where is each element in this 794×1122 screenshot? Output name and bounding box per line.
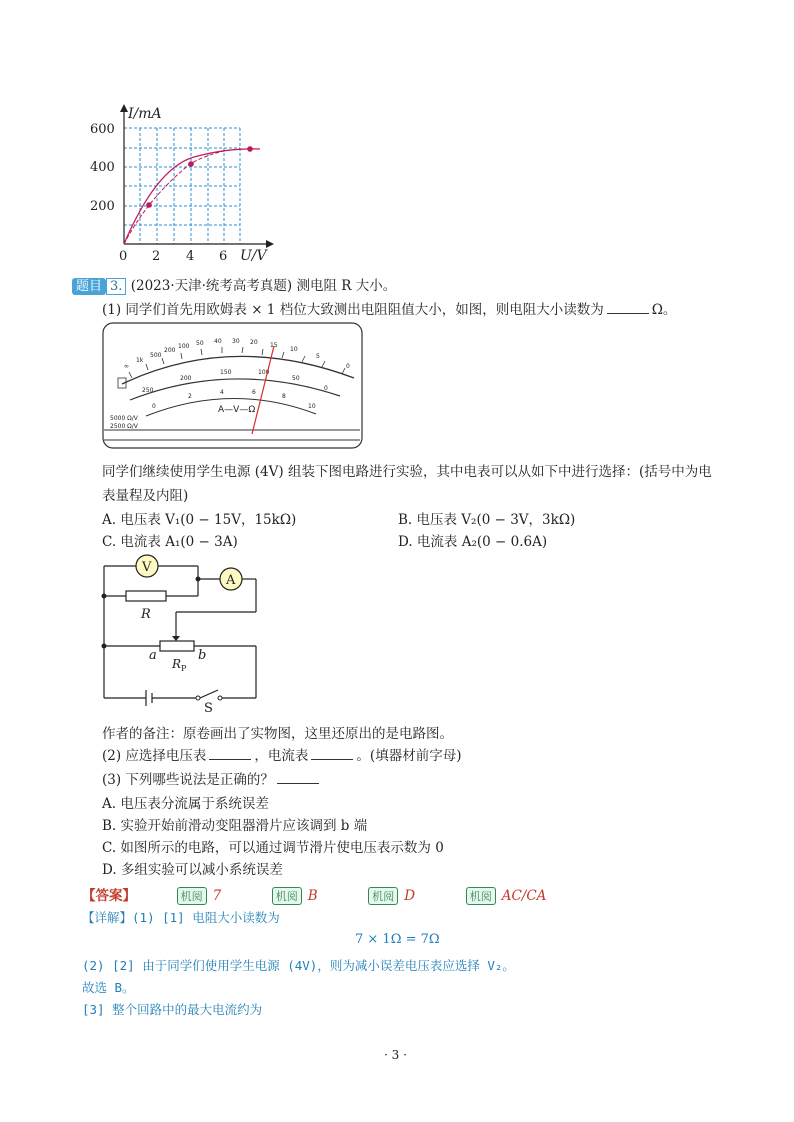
answer-blank-1 [607, 301, 649, 314]
svg-text:8: 8 [282, 393, 286, 400]
iu-graph [88, 98, 288, 268]
svg-text:0: 0 [152, 403, 156, 410]
multimeter-dial [102, 322, 364, 450]
problem-number: 3. [106, 278, 126, 295]
svg-text:V: V [142, 560, 152, 575]
svg-text:15: 15 [270, 342, 278, 349]
x-tick: 4 [186, 249, 195, 264]
svg-text:a: a [149, 648, 157, 663]
svg-text:10: 10 [290, 346, 298, 353]
x-tick: 2 [152, 249, 161, 264]
svg-text:R: R [172, 657, 182, 671]
explanation-equation: 7 × 1Ω = 7Ω [355, 932, 440, 947]
problem-source: (2023·天津·统考高考真题) 测电阻 R 大小。 [130, 278, 397, 294]
svg-text:100: 100 [178, 343, 190, 350]
svg-text:500: 500 [150, 352, 162, 359]
meter-center-label: A—V—Ω [218, 405, 256, 415]
svg-text:50: 50 [292, 375, 300, 382]
explanation-line-2: (2) [2] 由于同学们使用学生电源 (4V)，则为减小误差电压表应选择 V₂。 [82, 958, 515, 973]
svg-text:50: 50 [196, 340, 204, 347]
answer-badge: 机阅 [466, 887, 496, 905]
x-tick: 0 [119, 249, 128, 264]
problem-tag: 题目 [72, 278, 106, 295]
svg-text:A: A [226, 573, 236, 588]
graph-point [247, 146, 253, 152]
author-note: 作者的备注：原卷画出了实物图，这里还原出的是电路图。 [102, 726, 453, 742]
option-a: A. 电压表 V₁(0 − 15V，15kΩ) [102, 512, 297, 528]
svg-text:5000 Ω/V: 5000 Ω/V [110, 415, 138, 422]
svg-text:100: 100 [258, 369, 270, 376]
answer-badge: 机阅 [272, 887, 302, 905]
graph-point [188, 161, 194, 167]
graph-point [146, 202, 152, 208]
svg-text:b: b [198, 648, 207, 663]
q3-option-a: A. 电压表分流属于系统误差 [102, 796, 269, 812]
svg-text:2500 Ω/V: 2500 Ω/V [110, 423, 138, 430]
page-number: · 3 · [384, 1048, 407, 1062]
svg-text:40: 40 [214, 338, 222, 345]
question-1: (1) 同学们首先用欧姆表 × 1 档位大致测出电阻阻值大小，如图，则电阻大小读数为 Ω。 [102, 302, 677, 318]
answer-badge: 机阅 [177, 887, 207, 905]
svg-text:0: 0 [346, 363, 350, 370]
y-tick: 600 [90, 122, 115, 137]
question-3: (3) 下列哪些说法是正确的？ [102, 768, 322, 788]
q3-option-d: D. 多组实验可以减小系统误差 [102, 862, 283, 878]
svg-text:30: 30 [232, 338, 240, 345]
y-tick: 200 [90, 199, 115, 214]
svg-text:∞: ∞ [124, 363, 129, 370]
svg-text:150: 150 [220, 369, 232, 376]
problem-header [72, 274, 396, 294]
svg-text:S: S [204, 701, 213, 712]
svg-text:0: 0 [324, 385, 328, 392]
x-tick: 6 [219, 249, 228, 264]
intro-line-2: 表量程及内阻) [102, 488, 189, 504]
circuit-diagram [96, 552, 266, 712]
svg-text:2: 2 [188, 393, 192, 400]
x-axis-label: U/V [240, 248, 267, 264]
svg-text:200: 200 [164, 347, 176, 354]
question-2: (2) 应选择电压表 ，电流表 。(填器材前字母) [102, 748, 462, 764]
svg-text:4: 4 [220, 389, 224, 396]
answer-label: 【答案】 [82, 888, 136, 904]
explanation-line-4: [3] 整个回路中的最大电流约为 [82, 1002, 263, 1017]
option-b: B. 电压表 V₂(0 − 3V，3kΩ) [398, 512, 576, 528]
svg-text:200: 200 [180, 375, 192, 382]
svg-text:10: 10 [308, 403, 316, 410]
y-axis-label: I/mA [128, 106, 162, 122]
answer-badge: 机阅 [368, 887, 398, 905]
svg-text:5: 5 [316, 353, 320, 360]
q3-option-c: C. 如图所示的电路，可以通过调节滑片使电压表示数为 0 [102, 840, 444, 856]
svg-text:P: P [181, 664, 187, 673]
svg-text:250: 250 [142, 387, 154, 394]
option-c: C. 电流表 A₁(0 − 3A) [102, 534, 238, 550]
y-tick: 400 [90, 160, 115, 175]
explanation-line-1: 【详解】(1) [1] 电阻大小读数为 [82, 910, 280, 925]
explanation-line-3: 故选 B。 [82, 980, 135, 995]
svg-text:20: 20 [250, 339, 258, 346]
svg-text:6: 6 [252, 389, 256, 396]
svg-text:R: R [141, 607, 151, 622]
answer-row: 【答案】 机阅 7 机阅 B 机阅 D 机阅 AC/CA [82, 888, 547, 904]
intro-line-1: 同学们继续使用学生电源 (4V) 组装下图电路进行实验，其中电表可以从如下中进行选择：(括号中为电 [102, 464, 712, 480]
svg-text:1k: 1k [136, 357, 144, 364]
option-d: D. 电流表 A₂(0 − 0.6A) [398, 534, 548, 550]
q3-option-b: B. 实验开始前滑动变阻器滑片应该调到 b 端 [102, 818, 368, 834]
